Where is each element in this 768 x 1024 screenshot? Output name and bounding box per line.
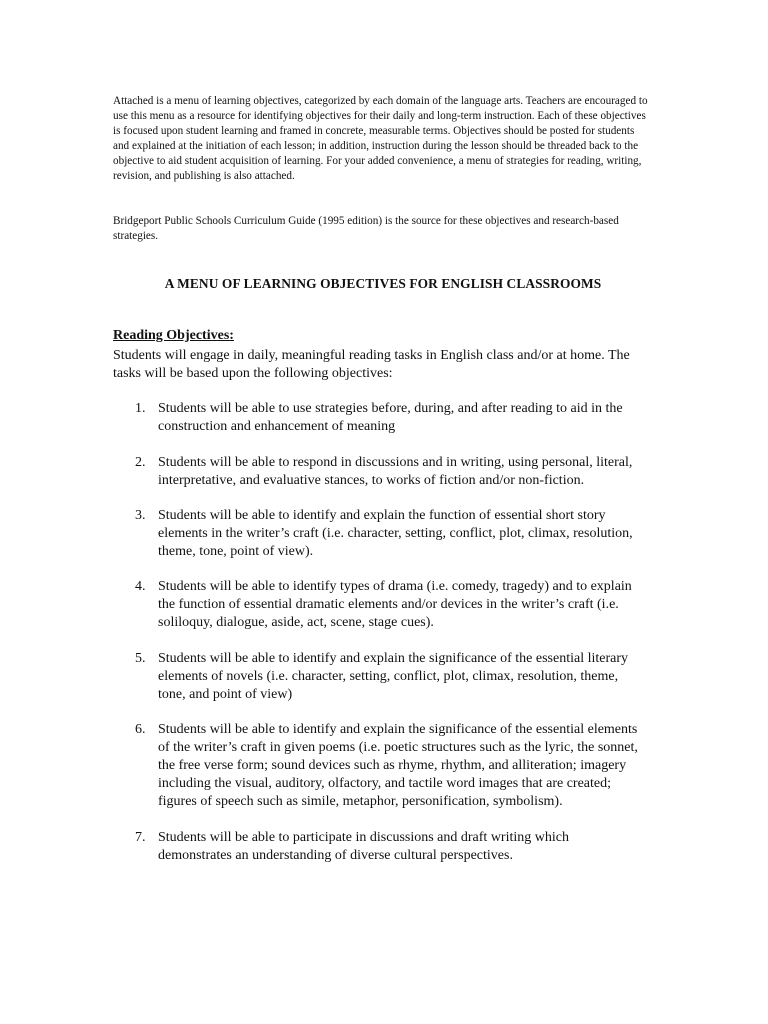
objective-number: 7.: [135, 830, 146, 845]
document-title: A MENU OF LEARNING OBJECTIVES FOR ENGLISH CLASSROOMS: [164, 276, 602, 291]
objective-text: Students will be able to identify types of drama (i.e. comedy, tragedy) and to explain the function of essential dramatic elements and/or devices in the writer’s craft (i.e. soliloquy, dialogue, aside, act, scene, stage cues).: [158, 579, 632, 630]
reading-objectives-list: [113, 400, 643, 865]
objective-item-7: [113, 829, 643, 865]
objective-item-3: [113, 507, 643, 561]
objective-text: Students will be able to identify and explain the function of essential short story elements in the writer’s craft (i.e. character, setting, conflict, plot, climax, resolution, theme, tone, point of view).: [158, 508, 633, 559]
objective-item-1: [113, 400, 643, 436]
objective-item-6: [113, 721, 643, 811]
objective-text: Students will be able to respond in discussions and in writing, using personal, literal, interpretative, and evaluative stances, to works of fiction and/or non-fiction.: [158, 455, 633, 488]
source-paragraph: Bridgeport Public Schools Curriculum Guide (1995 edition) is the source for these objectives and research-based strategies.: [113, 215, 619, 242]
objective-item-4: [113, 578, 643, 632]
intro-paragraph: Attached is a menu of learning objectives, categorized by each domain of the language arts. Teachers are encouraged to use this menu as a resource for identifying objectives for their daily and long-term instruction. Each of these objectives is focused upon student learning and framed in concrete, measurable terms. Objectives should be posted for students and explained at the initiation of each lesson; in addition, instruction during the lesson should be threaded back to the objective to aid student acquisition of learning. For your added convenience, a menu of strategies for reading, writing, revision, and publishing is also attached.: [113, 95, 648, 182]
reading-objectives-intro: Students will engage in daily, meaningful reading tasks in English class and/or at home. The tasks will be based upon the following objectives:: [113, 348, 630, 381]
objective-number: 6.: [135, 722, 146, 737]
objective-text: Students will be able to participate in discussions and draft writing which demonstrates an understanding of diverse cultural perspectives.: [158, 830, 569, 863]
objective-text: Students will be able to use strategies before, during, and after reading to aid in the construction and enhancement of meaning: [158, 401, 623, 434]
objective-item-5: [113, 650, 643, 704]
objective-item-2: [113, 454, 643, 490]
objective-number: 5.: [135, 651, 146, 666]
objective-number: 2.: [135, 455, 146, 470]
objective-number: 4.: [135, 579, 146, 594]
objective-text: Students will be able to identify and explain the significance of the essential literary elements of novels (i.e. character, setting, conflict, plot, climax, resolution, theme, tone, and point of view): [158, 651, 629, 702]
objective-text: Students will be able to identify and explain the significance of the essential elements of the writer’s craft in given poems (i.e. poetic structures such as the lyric, the sonnet, the free verse form; sound devices such as rhyme, rhythm, and alliteration; imagery including the visual, auditory, olfactory, and tactile word images that are created; figures of speech such as simile, metaphor, personification, symbolism).: [158, 722, 638, 809]
objective-number: 1.: [135, 401, 146, 416]
objective-number: 3.: [135, 508, 146, 523]
reading-objectives-heading: Reading Objectives:: [113, 328, 234, 343]
